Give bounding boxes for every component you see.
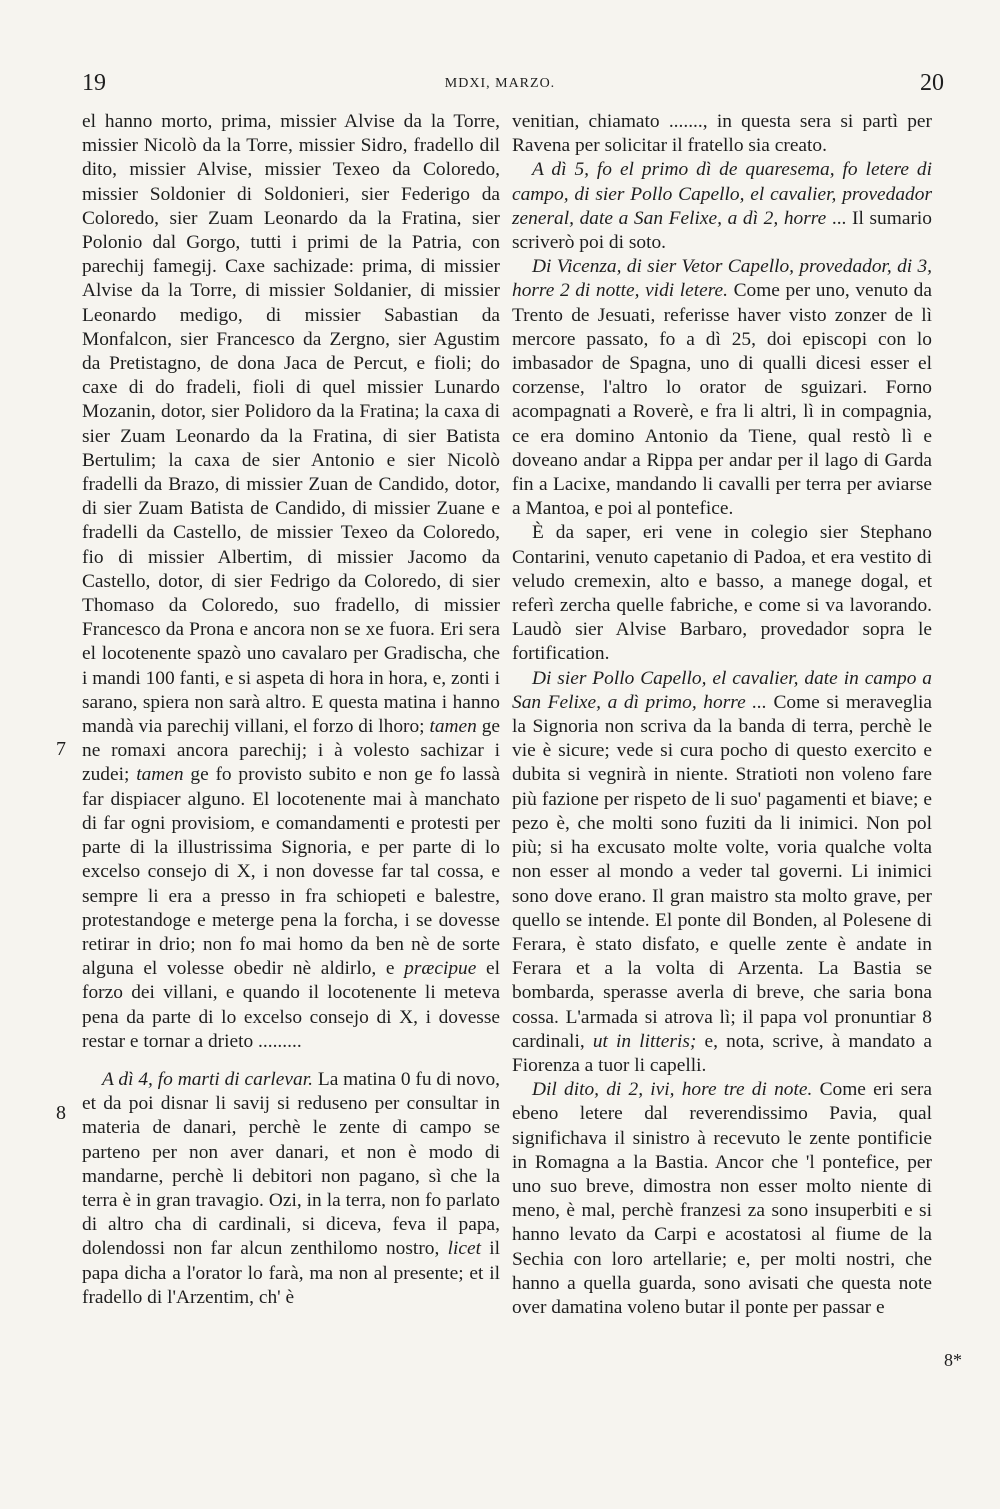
- left-p2-heading: A dì 4, fo marti di carlevar.: [102, 1068, 313, 1090]
- left-p2-licet: licet: [447, 1238, 481, 1260]
- right-paragraph-4: [512, 521, 932, 666]
- page-number-left: 19: [82, 70, 106, 96]
- left-paragraph-2: [82, 1068, 500, 1310]
- left-p2-text: La matina 0 fu di novo, et da poi disnar li savij si reduseno per consultar in materia de danari, perchè le zente di campo se parteno per non aver danari, et non è modo di mandarne, perchè li debitori non pagano, sì che la terra è in gran travagio. Ozi, in la terra, non fo parlato di altro cha di cardinali, si diceva, feva il papa, dolendossi non far alcun zenthilomo nostro,: [82, 1068, 501, 1260]
- right-p1-text: venitian, chiamato ......., in questa sera si partì per Ravena per solicitar il fratello sia creato.: [512, 111, 932, 157]
- right-p3-text: Come per uno, venuto da Trento de Jesuati, referisse haver visto zonzer de lì mercore passato, fo a dì 25, doi episcopi con lo imbasador de Spagna, uno di qualli dicesi esser el corzense, l'altro lo orator de sguizari. Forno acompagnati a Roverè, e fra li altri, lì in compagnia, ce era domino Antonio da Tiene, qual restò lì e doveano andar a Rippa per andar per il lago di Garda fin a Lacixe, mandando li cavalli per terra per aviarse a Mantoa, e poi al pontefice.: [512, 280, 932, 520]
- left-paragraph-1: [82, 110, 500, 1054]
- right-p6-text: Come eri sera ebeno letere dal reverendissimo Pavia, qual significhava il sinistro à recevuto le zente pontificie in Romagna a la Bastia. Ancor che 'l pontefice, per uno suo breve, dimostra non esser molto niente di meno, è mal, perchè franzesi za sono insuperbiti e si hanno levato da Carpi e acostatosi al fiume de la Sechia con loro artellarie; e, per molti nostri, che hanno a quella guarda, sono avisati che questa note over damatina voleno butar il ponte per passar e: [512, 1079, 932, 1318]
- right-p5-ut-in-litteris: ut in litteris;: [592, 1030, 697, 1052]
- left-p1-tamen-1: tamen: [429, 716, 477, 738]
- left-p1-text: el hanno morto, prima, missier Alvise da la Torre, missier Nicolò da la Torre, missier Sidro, fradello dil dito, missier Alvise, missier Texeo da Coloredo, missier Soldonier di Soldonieri, sier Federigo da Coloredo, sier Zuam Leonardo da la Fratina, sier Polonio dal Gorgo, tutti i primi de la Patria, con parechij famegij. Caxe sachizade: prima, di missier Alvise da la Torre, di missier Soldanier, di missier Leonardo medigo, di missier Sabastian da Monfalcon, sier Francesco da Zergno, sier Agustim da Pretistagno, de dona Jaca de Percut, e fioli; do caxe di do fradeli, fioli di quel missier Lunardo Mozanin, dotor, sier Polidoro da la Fratina; la caxa di sier Zuam Leonardo da la Fratina, di sier Batista Bertulim; la caxa de sier Antonio e sier Nicolò fradelli da Brazo, di missier Zuan de Candido, dotor, di sier Zuam Batista de Candido, di missier Zuane e fradelli da Castello, de missier Texeo da Coloredo, fio di missier Albertim, di missier Jacomo da Castello, dotor, di sier Fedrigo da Coloredo, di sier Thomaso da Coloredo, suo fradello, di missier Francesco da Prona e ancora non se xe fuora. Eri sera el locotenente spazò uno cavalaro per Gradischa, che i mandi 100 fanti, e si aspeta di hora in hora, e, zonti i sarano, spiera non sarà altro. E questa matina i hanno mandà via parechij villani, el forzo di lhoro;: [82, 111, 500, 738]
- margin-number-8-right: 8*: [944, 1350, 962, 1370]
- right-p6-heading: Dil dito, di 2, ivi, hore tre di note.: [532, 1079, 813, 1101]
- left-p1-praecipue: præcipue: [404, 958, 477, 980]
- left-p2-text-b: il papa dicha a l'orator lo farà, ma non al presente; et il fradello di l'Arzentim, ch' è: [82, 1238, 500, 1308]
- right-paragraph-5: [512, 667, 932, 1078]
- right-column: [512, 110, 932, 1320]
- right-paragraph-2: [512, 158, 932, 255]
- right-p5-heading: Di sier Pollo Capello, el cavalier, date in campo a San Felixe, a dì primo, horre ...: [512, 667, 932, 713]
- right-p3-heading: Di Vicenza, di sier Vetor Capello, provedador, di 3, horre 2 di notte, vidi letere.: [512, 256, 932, 302]
- margin-number-8-left: 8: [56, 1102, 66, 1124]
- page-number-right: 20: [920, 70, 944, 96]
- right-p5-text-b: e, nota, scrive, à mandato a Fiorenza a tuor li capelli.: [512, 1030, 932, 1076]
- running-title: MDXI, MARZO.: [444, 76, 556, 91]
- right-p2-text: ... Il sumario scriverò poi di soto.: [512, 207, 932, 254]
- right-p5-text: Come si meraveglia la Signoria non scriva da la banda di terra, perchè le vie è sicure; vede si cura pocho di questo exercito e dubita si vegnirà in niente. Stratioti non voleno fare più fazione per rispeto de li suo' pagamenti et biave; e pezo è, che molti sono fuziti da li inimici. Non pol più; si ha excusato molte volte, voria qualche volta non esser al mondo a veder tal governi. Li inimici sono dove erano. Il gran maistro sta molto grave, per quello se intende. El ponte dil Bonden, al Polesene di Ferara, è stato disfato, e quelle zente è andate in Ferara et a la volta di Arzenta. La Bastia se bombarda, sperasse averla di breve, che saria bona cossa. L'armada si atrova lì; il papa vol pronuntiar 8 cardinali,: [512, 691, 933, 1052]
- left-column: [82, 110, 500, 1310]
- left-p1-tamen-2: tamen: [136, 764, 184, 786]
- left-p1-text-b: ge ne romaxi ancora parechij; i à volesto sachizar i zudei;: [82, 716, 501, 786]
- right-paragraph-1: [512, 110, 932, 158]
- right-paragraph-3: [512, 255, 932, 521]
- margin-number-7: 7: [56, 738, 66, 760]
- right-p4-text: È da saper, eri vene in colegio sier Stephano Contarini, venuto capetanio di Padoa, et era vestito di veludo cremexin, alto e basso, a manege dogal, et referì zercha quelle fabriche, e come si va lavorando. Laudò sier Alvise Barbaro, provedador sopra le fortification.: [512, 522, 932, 665]
- right-paragraph-6: [512, 1078, 932, 1320]
- left-p1-text-d: el forzo dei villani, e quando il locotenente li meteva pena da parte di lo excelso consejo di X, i dovesse restar e tornar a drieto .........: [82, 958, 500, 1052]
- page-header: [0, 70, 1000, 110]
- left-p1-text-c: ge fo provisto subito e non ge fo lassà far dispiacer alguno. El locotenente mai à manchato di far ogni provisiom, e comandamenti e protesti per parte di la illustrissima Signoria, e per parte di lo excelso consejo di X, i non dovesse far tal cossa, e sempre li era a presso in fra schiopeti e balestre, protestandoge e meterge pena la forcha, i se dovesse retirar in drio; non fo mai homo da ben nè de sorte alguna el volesse obedir nè aldirlo, e: [82, 764, 500, 980]
- right-p2-heading: A dì 5, fo el primo dì de quaresema, fo letere di campo, di sier Pollo Capello, el cavalier, provedador zeneral, date a San Felixe, a dì 2, horre: [512, 159, 932, 229]
